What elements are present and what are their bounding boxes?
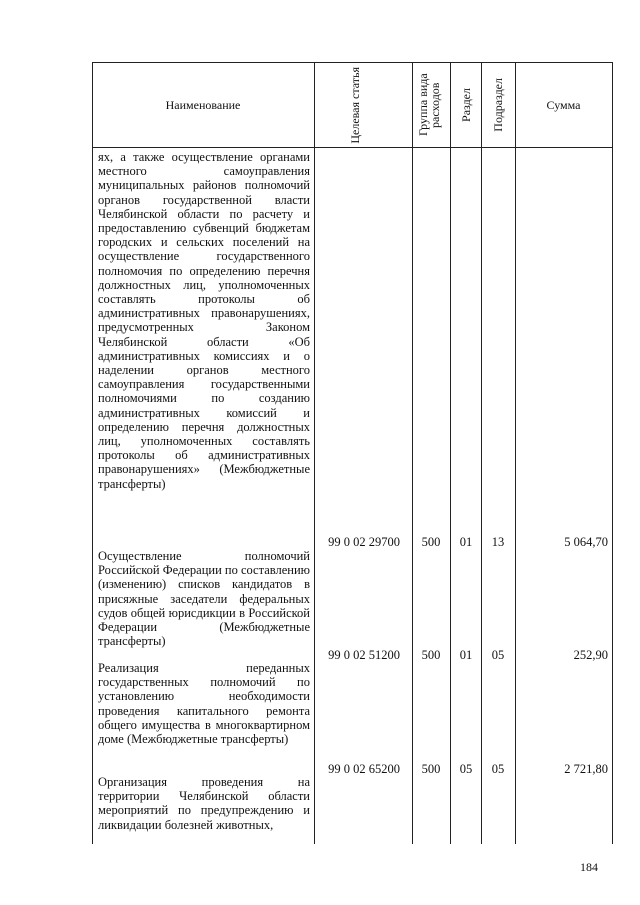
grid-line-group-right <box>450 62 451 844</box>
header-name <box>92 63 314 147</box>
header-subsection-label: Подраздел <box>491 78 505 132</box>
row-2-text: Осуществление полномочий Российской Федерации по составлению (изменению) списков кандидатов в присяжные заседатели федеральных судов общей юрисдикции в Российской Федерации (Межбюджетные трансферты) <box>98 549 311 649</box>
row-2-group: 500 <box>421 648 441 662</box>
row-description-2 <box>98 549 310 648</box>
row-4-text: Организация проведения на территории Челябинской области мероприятий по предупреждению и ликвидации болезней животных, <box>98 775 310 832</box>
grid-line-subsection-right <box>515 62 516 844</box>
header-sum-label: Сумма <box>546 97 581 112</box>
grid-line-code-right <box>412 62 413 844</box>
row-1-sum: 5 064,70 <box>564 535 608 549</box>
header-subsection <box>481 63 515 147</box>
row-3-section: 05 <box>459 762 473 776</box>
page-number: 184 <box>580 860 598 874</box>
header-section <box>450 63 481 147</box>
row-1-subsection: 13 <box>491 535 505 549</box>
row-1-section: 01 <box>459 535 473 549</box>
grid-line-section-right <box>481 62 482 844</box>
header-target-article-label: Целевая статья <box>348 66 362 144</box>
header-target-article <box>314 63 412 147</box>
row-1-text: ях, а также осуществление органами местного самоуправления муниципальных районов полномочий органов государственной власти Челябинской области по расчету и предоставлению субвенций бюджетам городских и сельских поселений на осуществление государственного полномочия по определению перечня должностных лиц, уполномоченных составлять протоколы об административных правонарушениях, предусмотренных Законом Челябинской области «Об административных комиссиях и о наделении органов местного самоуправления государственными полномочиями по созданию административных комиссий и определению перечня должностных лиц, уполномоченных составлять протоколы об административных правонарушениях» (Межбюджетные трансферты) <box>98 150 310 491</box>
row-3-text: Реализация переданных государственных полномочий по установлению необходимости проведения капитального ремонта общего имущества в многоквартирном доме (Межбюджетные трансферты) <box>98 661 310 747</box>
grid-line-left <box>92 62 93 844</box>
header-expense-group <box>412 63 450 147</box>
row-2-subsection: 05 <box>491 648 505 662</box>
table-header <box>92 62 613 148</box>
row-description-1 <box>98 150 310 491</box>
row-1-code: 99 0 02 29700 <box>328 535 400 549</box>
row-1-group: 500 <box>421 535 441 549</box>
row-description-4 <box>98 775 310 832</box>
row-2-section: 01 <box>459 648 473 662</box>
grid-line-name-right <box>314 62 315 844</box>
row-3-sum: 2 721,80 <box>564 762 608 776</box>
row-3-code: 99 0 02 65200 <box>328 762 400 776</box>
row-2-code: 99 0 02 51200 <box>328 648 400 662</box>
header-expense-group-label: Группа вида расходов <box>416 73 442 137</box>
row-3-subsection: 05 <box>491 762 505 776</box>
row-2-sum: 252,90 <box>573 648 608 662</box>
grid-line-sum-right <box>612 62 613 844</box>
header-name-label: Наименование <box>165 97 241 112</box>
header-section-label: Раздел <box>458 88 473 122</box>
row-3-group: 500 <box>421 762 441 776</box>
row-description-3 <box>98 661 310 746</box>
header-sum <box>515 63 612 147</box>
